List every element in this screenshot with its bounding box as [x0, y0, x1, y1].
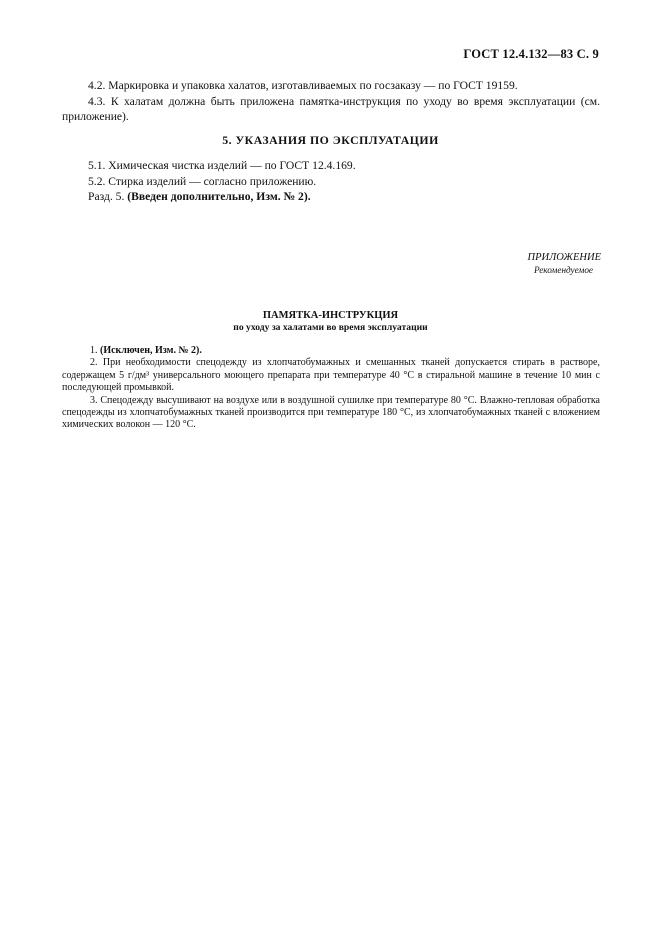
- memo-title: ПАМЯТКА-ИНСТРУКЦИЯ: [262, 310, 399, 321]
- memo-item-1-text: (Исключен, Изм. № 2).: [100, 345, 202, 356]
- memo-body: [62, 345, 600, 432]
- memo-item-1: [62, 345, 600, 357]
- memo-item-1-number: 1.: [90, 345, 98, 356]
- memo-subtitle: по уходу за халатами во время эксплуатации: [233, 322, 428, 333]
- page-header: ГОСТ 12.4.132—83 С. 9: [463, 47, 599, 61]
- amendment-prefix: Разд. 5.: [88, 190, 125, 203]
- section-5-amendment-note: [62, 189, 600, 205]
- amendment-text: (Введен дополнительно, Изм. № 2).: [127, 190, 311, 203]
- appendix-status: Рекомендуемое: [533, 265, 593, 275]
- clause-4-3: 4.3. К халатам должна быть приложена памятка-инструкция по уходу во время эксплуатации (см. приложение).: [62, 94, 600, 123]
- clause-4-2: 4.2. Маркировка и упаковка халатов, изготавливаемых по госзаказу — по ГОСТ 19159.: [88, 79, 518, 92]
- appendix-label-block: [528, 251, 602, 277]
- section-4-block: [62, 78, 600, 125]
- memo-heading: [0, 310, 661, 334]
- memo-item-3: 3. Спецодежду высушивают на воздухе или в воздушной сушилке при температуре 80 °С. Влажно-тепловая обработка спецодежды из хлопчатобумажных тканей производится при температуре 180 °С, из хлопчатобумажных тканей с вложением химических волокон — 120 °С.: [62, 394, 600, 431]
- clause-5-1: 5.1. Химическая чистка изделий — по ГОСТ 12.4.169.: [88, 159, 356, 172]
- memo-item-2: 2. При необходимости спецодежду из хлопчатобумажных и смешанных тканей допускается стирать в растворе, содержащем 5 г/дм³ универсального моющего препарата при температуре 40 °С в стиральной машине в течение 10 мин с последующей промывкой.: [62, 357, 600, 394]
- section-5-block: [62, 158, 600, 205]
- section-5-title: 5. УКАЗАНИЯ ПО ЭКСПЛУАТАЦИИ: [222, 133, 439, 147]
- appendix-label: ПРИЛОЖЕНИЕ: [527, 252, 601, 263]
- clause-5-2: 5.2. Стирка изделий — согласно приложению.: [88, 174, 317, 188]
